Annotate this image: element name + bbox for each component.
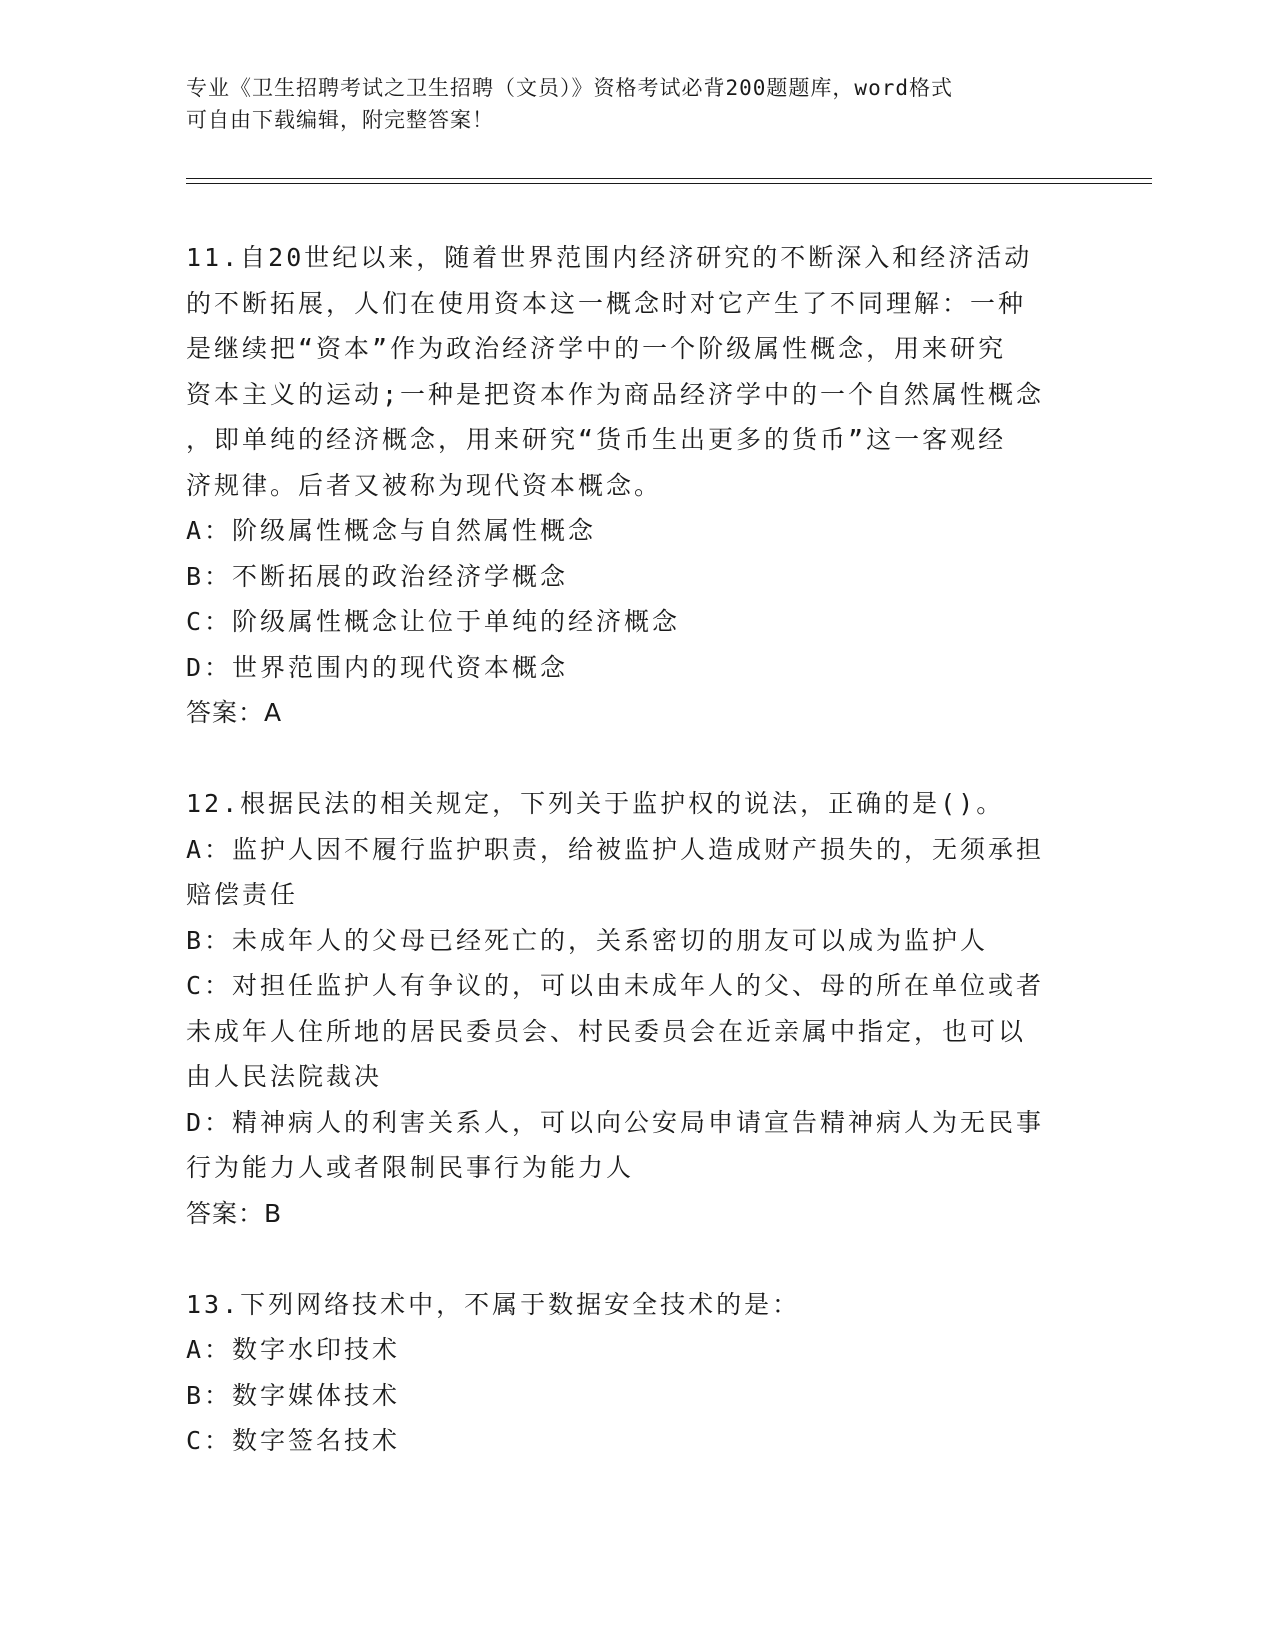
option-c-continued: 未成年人住所地的居民委员会、村民委员会在近亲属中指定，也可以 bbox=[186, 1016, 1027, 1046]
option-a: A：数字水印技术 bbox=[186, 1335, 401, 1364]
option-c-continued: 由人民法院裁决 bbox=[186, 1062, 383, 1091]
answer-label: 答案：B bbox=[186, 1198, 283, 1228]
question-spacer bbox=[186, 1236, 1076, 1282]
question-stem-line: 13.下列网络技术中，不属于数据安全技术的是： bbox=[186, 1289, 801, 1319]
header-line: 专业《卫生招聘考试之卫生招聘（文员）》资格考试必背200题题库，word格式 bbox=[186, 76, 953, 100]
question-stem-line: 的不断拓展，人们在使用资本这一概念时对它产生了不同理解：一种 bbox=[186, 288, 1027, 318]
option-a-continued: 赔偿责任 bbox=[186, 880, 299, 909]
option-d: D：精神病人的利害关系人，可以向公安局申请宣告精神病人为无民事 bbox=[186, 1107, 1045, 1137]
option-b: B：未成年人的父母已经死亡的，关系密切的朋友可以成为监护人 bbox=[186, 925, 989, 955]
header-line: 可自由下载编辑，附完整答案！ bbox=[186, 108, 494, 132]
option-a: A：阶级属性概念与自然属性概念 bbox=[186, 516, 597, 545]
question-13 bbox=[186, 1282, 1076, 1464]
question-stem-line: ，即单纯的经济概念，用来研究“货币生出更多的货币”这一客观经 bbox=[186, 425, 1007, 454]
document-header bbox=[186, 72, 1066, 136]
question-spacer bbox=[186, 736, 1076, 782]
option-d-continued: 行为能力人或者限制民事行为能力人 bbox=[186, 1153, 635, 1182]
option-c: C：阶级属性概念让位于单纯的经济概念 bbox=[186, 607, 681, 636]
option-a: A：监护人因不履行监护职责，给被监护人造成财产损失的，无须承担 bbox=[186, 834, 1045, 864]
question-stem-line: 12.根据民法的相关规定，下列关于监护权的说法，正确的是()。 bbox=[186, 789, 1005, 818]
question-stem-line: 济规律。后者又被称为现代资本概念。 bbox=[186, 470, 663, 500]
option-c: C：对担任监护人有争议的，可以由未成年人的父、母的所在单位或者 bbox=[186, 971, 1045, 1000]
question-12 bbox=[186, 781, 1076, 1236]
option-b: B：不断拓展的政治经济学概念 bbox=[186, 561, 569, 591]
header-divider-bottom bbox=[186, 183, 1152, 184]
question-stem-line: 11.自20世纪以来，随着世界范围内经济研究的不断深入和经济活动 bbox=[186, 243, 1033, 272]
option-d: D：世界范围内的现代资本概念 bbox=[186, 652, 569, 682]
option-c: C：数字签名技术 bbox=[186, 1426, 401, 1455]
question-stem-line: 资本主义的运动;一种是把资本作为商品经济学中的一个自然属性概念 bbox=[186, 379, 1045, 409]
header-divider-top bbox=[186, 178, 1152, 179]
answer-label: 答案：A bbox=[186, 698, 283, 727]
question-11 bbox=[186, 235, 1076, 736]
question-stem-line: 是继续把“资本”作为政治经济学中的一个阶级属性概念，用来研究 bbox=[186, 334, 1007, 363]
option-b: B：数字媒体技术 bbox=[186, 1380, 401, 1410]
question-list bbox=[186, 235, 1076, 1464]
